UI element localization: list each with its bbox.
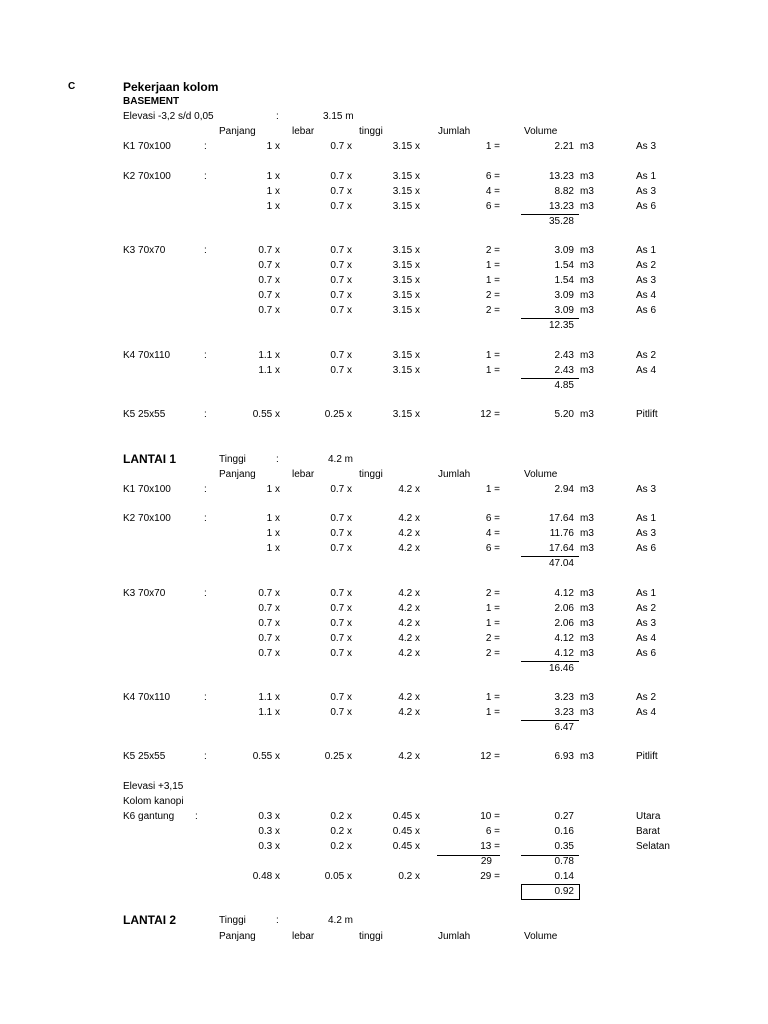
cell-jumlah: 1 =	[485, 707, 500, 718]
colon-separator: :	[204, 245, 207, 256]
basement-title: BASEMENT	[123, 96, 180, 107]
cell-panjang: 1 x	[266, 484, 280, 495]
cell-panjang: 0.7 x	[258, 648, 280, 659]
cell-as-location: As 3	[636, 618, 657, 629]
colon-separator: :	[204, 692, 207, 703]
cell-panjang: 1.1 x	[258, 692, 280, 703]
colon-separator: :	[204, 751, 207, 762]
cell-as-location: As 3	[636, 484, 657, 495]
cell-lebar: 0.7 x	[330, 350, 352, 361]
cell-jumlah: 2 =	[485, 290, 500, 301]
cell-unit: m3	[580, 245, 594, 256]
cell-panjang: 0.7 x	[258, 603, 280, 614]
cell-volume: 3.09	[554, 290, 574, 301]
cell-volume: 0.35	[554, 841, 574, 852]
colon-separator: :	[204, 350, 207, 361]
section-letter: C	[68, 81, 76, 92]
cell-lebar: 0.7 x	[330, 618, 352, 629]
cell-as-location: As 6	[636, 305, 657, 316]
cell-as-location: As 4	[636, 290, 657, 301]
cell-lebar: 0.7 x	[330, 186, 352, 197]
cell-tinggi: 3.15 x	[392, 305, 420, 316]
cell-tinggi: 3.15 x	[392, 171, 420, 182]
subtotal-underline	[521, 318, 579, 319]
lantai1-tinggi-label: Tinggi	[219, 454, 246, 465]
cell-unit: m3	[580, 603, 594, 614]
cell-panjang: 0.7 x	[258, 275, 280, 286]
cell-as-location: As 2	[636, 260, 657, 271]
cell-panjang: 1 x	[266, 186, 280, 197]
cell-as-location: As 1	[636, 513, 657, 524]
cell-unit: m3	[580, 707, 594, 718]
colon-separator: :	[204, 588, 207, 599]
cell-tinggi: 3.15 x	[392, 290, 420, 301]
cell-tinggi: 4.2 x	[398, 528, 420, 539]
cell-volume: 2.21	[554, 141, 574, 152]
header-jumlah: Jumlah	[438, 469, 471, 480]
cell-as-location: Pitlift	[636, 409, 658, 420]
cell-volume: 3.09	[554, 305, 574, 316]
cell-volume: 2.94	[554, 484, 574, 495]
header-volume: Volume	[524, 469, 558, 480]
cell-volume: 0.16	[554, 826, 574, 837]
cell-panjang: 0.3 x	[258, 841, 280, 852]
header-volume: Volume	[524, 126, 558, 137]
cell-lebar: 0.7 x	[330, 543, 352, 554]
header-panjang: Panjang	[219, 931, 256, 942]
cell-tinggi: 4.2 x	[398, 692, 420, 703]
cell-unit: m3	[580, 588, 594, 599]
cell-lebar: 0.7 x	[330, 275, 352, 286]
kanopi-colon: :	[195, 811, 198, 822]
cell-jumlah: 2 =	[485, 588, 500, 599]
cell-unit: m3	[580, 618, 594, 629]
subtotal-underline	[521, 720, 579, 721]
cell-volume: 4.12	[554, 588, 574, 599]
kanopi-elevasi: Elevasi +3,15	[123, 781, 184, 792]
cell-volume: 2.43	[554, 350, 574, 361]
subtotal-underline	[521, 378, 579, 379]
cell-lebar: 0.7 x	[330, 707, 352, 718]
cell-as-location: As 1	[636, 171, 657, 182]
cell-panjang: 0.7 x	[258, 290, 280, 301]
cell-lebar: 0.7 x	[330, 260, 352, 271]
cell-panjang: 0.55 x	[252, 751, 280, 762]
cell-jumlah: 6 =	[485, 201, 500, 212]
cell-lebar: 0.7 x	[330, 484, 352, 495]
cell-panjang: 1.1 x	[258, 707, 280, 718]
subtotal-volume: 6.47	[554, 722, 574, 733]
cell-jumlah: 4 =	[485, 186, 500, 197]
cell-lebar: 0.7 x	[330, 633, 352, 644]
cell-panjang: 0.7 x	[258, 245, 280, 256]
cell-unit: m3	[580, 365, 594, 376]
column-type-label: K3 70x70	[123, 588, 166, 599]
basement-elevasi-label: Elevasi -3,2 s/d 0,05	[123, 111, 214, 122]
cell-unit: m3	[580, 543, 594, 554]
cell-volume: 11.76	[549, 528, 574, 539]
cell-panjang: 0.55 x	[252, 409, 280, 420]
cell-panjang: 0.7 x	[258, 305, 280, 316]
kanopi-sum-jumlah: 29	[480, 856, 492, 867]
cell-volume: 2.06	[554, 618, 574, 629]
cell-unit: m3	[580, 528, 594, 539]
cell-tinggi: 3.15 x	[392, 260, 420, 271]
cell-unit: m3	[580, 692, 594, 703]
cell-lebar: 0.7 x	[330, 290, 352, 301]
cell-as-location: As 6	[636, 543, 657, 554]
cell-unit: m3	[580, 186, 594, 197]
cell-unit: m3	[580, 648, 594, 659]
column-type-label: K3 70x70	[123, 245, 166, 256]
colon-separator: :	[204, 513, 207, 524]
cell-jumlah: 6 =	[485, 826, 500, 837]
cell-tinggi: 4.2 x	[398, 543, 420, 554]
cell-volume: 3.23	[554, 707, 574, 718]
cell-as-location: As 2	[636, 603, 657, 614]
cell-volume: 2.43	[554, 365, 574, 376]
cell-volume: 3.09	[554, 245, 574, 256]
basement-colon: :	[276, 111, 279, 122]
cell-panjang: 1 x	[266, 513, 280, 524]
cell-tinggi: 3.15 x	[392, 350, 420, 361]
column-type-label: K4 70x110	[123, 350, 171, 361]
cell-unit: m3	[580, 290, 594, 301]
cell-unit: m3	[580, 751, 594, 762]
cell-lebar: 0.7 x	[330, 692, 352, 703]
cell-volume: 1.54	[554, 275, 574, 286]
cell-as-location: As 4	[636, 633, 657, 644]
cell-jumlah: 12 =	[480, 409, 500, 420]
cell-volume: 4.12	[554, 648, 574, 659]
cell-jumlah: 4 =	[485, 528, 500, 539]
cell-lebar: 0.7 x	[330, 588, 352, 599]
cell-unit: m3	[580, 260, 594, 271]
kanopi-column-name: K6 gantung	[123, 811, 175, 822]
cell-unit: m3	[580, 201, 594, 212]
cell-jumlah: 1 =	[485, 692, 500, 703]
cell-panjang: 1.1 x	[258, 365, 280, 376]
cell-volume: 4.12	[554, 633, 574, 644]
cell-jumlah: 1 =	[485, 603, 500, 614]
subtotal-underline	[521, 214, 579, 215]
cell-unit: m3	[580, 141, 594, 152]
cell-tinggi: 3.15 x	[392, 275, 420, 286]
kanopi-extra-tinggi: 0.2 x	[398, 871, 420, 882]
cell-as-location: As 6	[636, 201, 657, 212]
cell-tinggi: 4.2 x	[398, 648, 420, 659]
cell-as-location: As 1	[636, 245, 657, 256]
cell-lebar: 0.7 x	[330, 365, 352, 376]
kanopi-label: Kolom kanopi	[123, 796, 184, 807]
cell-direction: Utara	[636, 811, 661, 822]
cell-jumlah: 1 =	[485, 141, 500, 152]
cell-tinggi: 4.2 x	[398, 633, 420, 644]
column-type-label: K2 70x100	[123, 171, 171, 182]
cell-panjang: 0.7 x	[258, 260, 280, 271]
subtotal-underline	[521, 661, 579, 662]
cell-volume: 1.54	[554, 260, 574, 271]
cell-jumlah: 1 =	[485, 365, 500, 376]
header-tinggi: tinggi	[359, 126, 383, 137]
cell-volume: 6.93	[554, 751, 574, 762]
cell-tinggi: 0.45 x	[392, 841, 420, 852]
cell-lebar: 0.2 x	[330, 841, 352, 852]
cell-jumlah: 2 =	[485, 245, 500, 256]
cell-jumlah: 1 =	[485, 350, 500, 361]
cell-tinggi: 4.2 x	[398, 513, 420, 524]
lantai2-tinggi-label: Tinggi	[219, 915, 246, 926]
cell-lebar: 0.25 x	[324, 751, 352, 762]
cell-tinggi: 4.2 x	[398, 751, 420, 762]
subtotal-volume: 47.04	[548, 558, 574, 569]
cell-unit: m3	[580, 171, 594, 182]
cell-tinggi: 3.15 x	[392, 201, 420, 212]
cell-tinggi: 4.2 x	[398, 588, 420, 599]
cell-tinggi: 0.45 x	[392, 811, 420, 822]
column-type-label: K1 70x100	[123, 484, 171, 495]
column-type-label: K1 70x100	[123, 141, 171, 152]
cell-jumlah: 2 =	[485, 305, 500, 316]
cell-panjang: 1.1 x	[258, 350, 280, 361]
cell-panjang: 1 x	[266, 171, 280, 182]
cell-unit: m3	[580, 275, 594, 286]
header-volume: Volume	[524, 931, 558, 942]
lantai1-title: LANTAI 1	[123, 452, 177, 466]
cell-lebar: 0.7 x	[330, 245, 352, 256]
cell-volume: 8.82	[554, 186, 574, 197]
cell-volume: 2.06	[554, 603, 574, 614]
header-jumlah: Jumlah	[438, 126, 471, 137]
header-jumlah: Jumlah	[438, 931, 471, 942]
colon-separator: :	[204, 171, 207, 182]
kanopi-grand-total: 0.92	[554, 886, 574, 897]
lantai2-title: LANTAI 2	[123, 913, 177, 927]
cell-volume: 0.27	[554, 811, 574, 822]
header-panjang: Panjang	[219, 126, 256, 137]
subtotal-underline	[521, 556, 579, 557]
cell-lebar: 0.7 x	[330, 201, 352, 212]
cell-tinggi: 4.2 x	[398, 484, 420, 495]
cell-tinggi: 3.15 x	[392, 141, 420, 152]
lantai2-colon: :	[276, 915, 279, 926]
cell-tinggi: 3.15 x	[392, 365, 420, 376]
cell-jumlah: 2 =	[485, 648, 500, 659]
cell-unit: m3	[580, 513, 594, 524]
cell-jumlah: 12 =	[480, 751, 500, 762]
cell-unit: m3	[580, 305, 594, 316]
cell-tinggi: 3.15 x	[392, 245, 420, 256]
cell-tinggi: 3.15 x	[392, 409, 420, 420]
cell-jumlah: 1 =	[485, 618, 500, 629]
cell-jumlah: 6 =	[485, 171, 500, 182]
cell-as-location: As 2	[636, 692, 657, 703]
cell-jumlah: 10 =	[480, 811, 500, 822]
cell-as-location: As 4	[636, 707, 657, 718]
cell-lebar: 0.25 x	[324, 409, 352, 420]
cell-tinggi: 4.2 x	[398, 603, 420, 614]
cell-as-location: Pitlift	[636, 751, 658, 762]
kanopi-extra-panjang: 0.48 x	[252, 871, 280, 882]
header-lebar: lebar	[292, 931, 315, 942]
cell-as-location: As 3	[636, 186, 657, 197]
cell-lebar: 0.2 x	[330, 826, 352, 837]
header-tinggi: tinggi	[359, 469, 383, 480]
cell-panjang: 1 x	[266, 528, 280, 539]
header-lebar: lebar	[292, 469, 315, 480]
section-title: Pekerjaan kolom	[123, 80, 219, 94]
cell-volume: 17.64	[548, 543, 574, 554]
cell-lebar: 0.7 x	[330, 513, 352, 524]
cell-lebar: 0.7 x	[330, 305, 352, 316]
cell-lebar: 0.2 x	[330, 811, 352, 822]
column-type-label: K4 70x110	[123, 692, 171, 703]
cell-volume: 13.23	[548, 201, 574, 212]
cell-panjang: 0.3 x	[258, 811, 280, 822]
colon-separator: :	[204, 141, 207, 152]
cell-unit: m3	[580, 484, 594, 495]
cell-unit: m3	[580, 633, 594, 644]
cell-jumlah: 1 =	[485, 275, 500, 286]
subtotal-volume: 4.85	[554, 380, 574, 391]
cell-panjang: 0.7 x	[258, 633, 280, 644]
basement-tinggi-value: 3.15 m	[323, 111, 354, 122]
cell-volume: 3.23	[554, 692, 574, 703]
cell-tinggi: 3.15 x	[392, 186, 420, 197]
cell-unit: m3	[580, 350, 594, 361]
lantai1-colon: :	[276, 454, 279, 465]
column-type-label: K2 70x100	[123, 513, 171, 524]
cell-jumlah: 2 =	[485, 633, 500, 644]
subtotal-volume: 35.28	[548, 216, 574, 227]
cell-unit: m3	[580, 409, 594, 420]
cell-as-location: As 3	[636, 528, 657, 539]
cell-panjang: 0.7 x	[258, 588, 280, 599]
cell-as-location: As 3	[636, 275, 657, 286]
lantai1-tinggi-value: 4.2 m	[328, 454, 354, 465]
lantai2-tinggi-value: 4.2 m	[328, 915, 354, 926]
cell-jumlah: 1 =	[485, 484, 500, 495]
cell-as-location: As 4	[636, 365, 657, 376]
cell-panjang: 1 x	[266, 543, 280, 554]
cell-panjang: 0.7 x	[258, 618, 280, 629]
cell-lebar: 0.7 x	[330, 528, 352, 539]
header-lebar: lebar	[292, 126, 315, 137]
cell-jumlah: 6 =	[485, 513, 500, 524]
kanopi-sum-volume: 0.78	[554, 856, 574, 867]
subtotal-volume: 12.35	[548, 320, 574, 331]
cell-as-location: As 2	[636, 350, 657, 361]
cell-as-location: As 6	[636, 648, 657, 659]
cell-tinggi: 4.2 x	[398, 618, 420, 629]
header-tinggi: tinggi	[359, 931, 383, 942]
cell-direction: Barat	[636, 826, 660, 837]
kanopi-extra-jumlah: 29 =	[480, 871, 500, 882]
cell-volume: 13.23	[548, 171, 574, 182]
cell-panjang: 0.3 x	[258, 826, 280, 837]
cell-panjang: 1 x	[266, 141, 280, 152]
cell-as-location: As 3	[636, 141, 657, 152]
cell-as-location: As 1	[636, 588, 657, 599]
header-panjang: Panjang	[219, 469, 256, 480]
cell-lebar: 0.7 x	[330, 141, 352, 152]
kanopi-extra-lebar: 0.05 x	[324, 871, 352, 882]
kanopi-extra-volume: 0.14	[554, 871, 574, 882]
cell-jumlah: 1 =	[485, 260, 500, 271]
cell-volume: 17.64	[548, 513, 574, 524]
cell-jumlah: 13 =	[480, 841, 500, 852]
cell-panjang: 1 x	[266, 201, 280, 212]
subtotal-volume: 16.46	[548, 663, 574, 674]
colon-separator: :	[204, 409, 207, 420]
colon-separator: :	[204, 484, 207, 495]
column-type-label: K5 25x55	[123, 751, 166, 762]
column-type-label: K5 25x55	[123, 409, 166, 420]
cell-volume: 5.20	[554, 409, 574, 420]
cell-direction: Selatan	[636, 841, 670, 852]
cell-tinggi: 0.45 x	[392, 826, 420, 837]
cell-jumlah: 6 =	[485, 543, 500, 554]
cell-tinggi: 4.2 x	[398, 707, 420, 718]
cell-lebar: 0.7 x	[330, 603, 352, 614]
cell-lebar: 0.7 x	[330, 648, 352, 659]
cell-lebar: 0.7 x	[330, 171, 352, 182]
